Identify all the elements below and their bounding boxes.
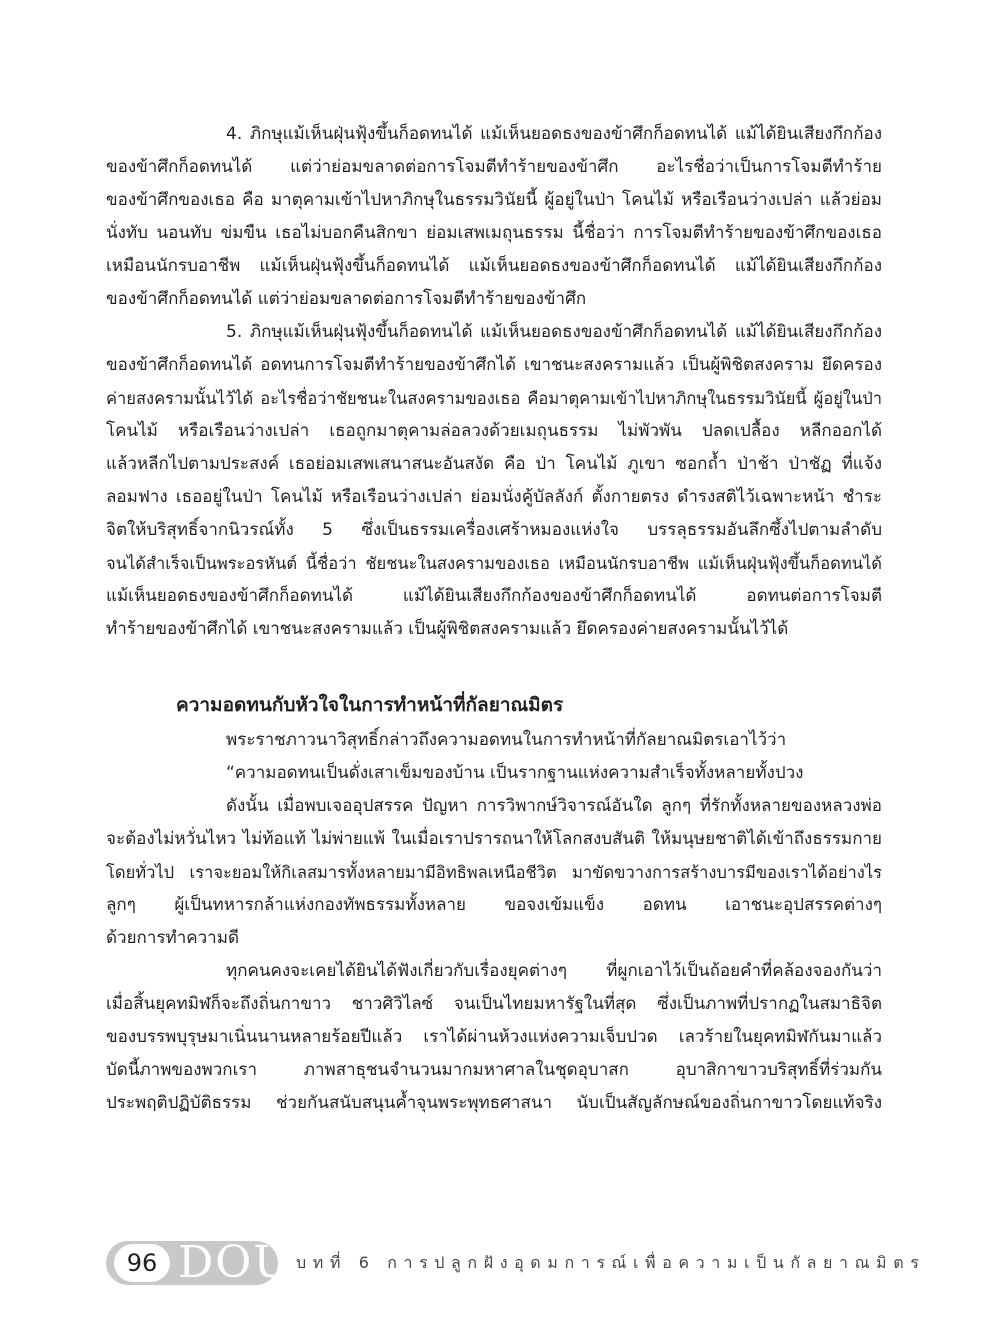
text-line: ของข้าศึกก็อดทนได้ แต่ว่าย่อมขลาดต่อการโจมตีทำร้ายของข้าศึก <box>106 289 587 309</box>
page-footer <box>106 1237 926 1289</box>
paragraph-intro <box>106 724 882 790</box>
text-line: จนได้สำเร็จเป็นพระอรหันต์ นี้ชื่อว่า ชัยชนะในสงครามของเธอ เหมือนนักรบอาชีพ แม้เห็นฝุ่นฟุ้งขึ้นก็อดทนได้ <box>106 554 882 573</box>
text-line: โดยทั่วไป เราจะยอมให้กิเลสมารทั้งหลายมามีอิทธิพลเหนือชีวิต มาขัดขวางการสร้างบารมีของเราได้อย่างไร <box>106 863 882 882</box>
text-line: ทำร้ายของข้าศึกได้ เขาชนะสงครามแล้ว เป็นผู้พิชิตสงครามแล้ว ยึดครองค่ายสงครามนั้นไว้ได้ <box>106 619 789 639</box>
text-line: เหมือนนักรบอาชีพ แม้เห็นฝุ่นฟุ้งขึ้นก็อดทนได้ แม้เห็นยอดธงของข้าศึกก็อดทนได้ แม้ได้ยินเสียงกึกก้อง <box>106 256 882 276</box>
text-line: เมื่อสิ้นยุคทมิฬก็จะถึงถิ่นกาขาว ชาวศิวิไลซ์ จนเป็นไทยมหารัฐในที่สุด ซึ่งเป็นภาพที่ปรากฏในสมาธิจิต <box>106 994 882 1014</box>
text-line: ของข้าศึกของเธอ คือ มาตุคามเข้าไปหาภิกษุในธรรมวินัยนี้ ผู้อยู่ในป่า โคนไม้ หรือเรือนว่างเปล่า แล้วย่อม <box>106 190 882 210</box>
page-number: 96 <box>114 1244 170 1282</box>
brand-logo-text: DOU <box>178 1237 293 1288</box>
text-line: ทุกคนคงจะเคยได้ยินได้ฟังเกี่ยวกับเรื่องยุคต่างๆ ที่ผูกเอาไว้เป็นถ้อยคำที่คล้องจองกันว่า <box>226 961 882 981</box>
text-line: โคนไม้ หรือเรือนว่างเปล่า เธอถูกมาตุคามล่อลวงด้วยเมถุนธรรม ไม่พัวพัน ปลดเปลื้อง หลีกออกได้ <box>106 421 882 441</box>
text-line: นั่งทับ นอนทับ ข่มขืน เธอไม่บอกคืนสิกขา ย่อมเสพเมถุนธรรม นี้ชื่อว่า การโจมตีทำร้ายของข้าศึกของเธอ <box>106 223 882 243</box>
text-line: พระราชภาวนาวิสุทธิ์กล่าวถึงความอดทนในการทำหน้าที่กัลยาณมิตรเอาไว้ว่า <box>226 730 787 750</box>
text-line: บัดนี้ภาพของพวกเรา ภาพสาธุชนจำนวนมากมหาศาลในชุดอุบาสก อุบาสิกาขาวบริสุทธิ์ที่ร่วมกัน <box>106 1060 882 1080</box>
text-line: ประพฤติปฏิบัติธรรม ช่วยกันสนับสนุนค้ำจุนพระพุทธศาสนา นับเป็นสัญลักษณ์ของถิ่นกาขาวโดยแท้จริง <box>106 1093 882 1113</box>
text-line: ของข้าศึกก็อดทนได้ อดทนการโจมตีทำร้ายของข้าศึกได้ เขาชนะสงครามแล้ว เป็นผู้พิชิตสงคราม ยึดครอง <box>106 355 882 375</box>
paragraph-4 <box>106 118 882 316</box>
text-line: ดังนั้น เมื่อพบเจออุปสรรค ปัญหา การวิพากษ์วิจารณ์อันใด ลูกๆ ที่รักทั้งหลายของหลวงพ่อ <box>226 796 882 816</box>
quote-line: “ความอดทนเป็นดั่งเสาเข็มของบ้าน เป็นรากฐานแห่งความสำเร็จทั้งหลายทั้งปวง <box>226 763 804 783</box>
text-line: 4. ภิกษุแม้เห็นฝุ่นฟุ้งขึ้นก็อดทนได้ แม้เห็นยอดธงของข้าศึกก็อดทนได้ แม้ได้ยินเสียงกึกก้อง <box>226 124 882 144</box>
section-heading: ความอดทนกับหัวใจในการทำหน้าที่กัลยาณมิตร <box>176 694 564 716</box>
text-line: ลูกๆ ผู้เป็นทหารกล้าแห่งกองทัพธรรมทั้งหลาย ขอจงเข้มแข็ง อดทน เอาชนะอุปสรรคต่างๆ <box>106 895 882 915</box>
text-line: จะต้องไม่หวั่นไหว ไม่ท้อแท้ ไม่พ่ายแพ้ ในเมื่อเราปรารถนาให้โลกสงบสันติ ให้มนุษยชาติได้เข้าถึงธรรมกาย <box>106 829 882 849</box>
text-line: แล้วหลีกไปตามประสงค์ เธอย่อมเสพเสนาสนะอันสงัด คือ ป่า โคนไม้ ภูเขา ซอกถ้ำ ป่าช้า ป่าชัฏ ที่แจ้ง <box>106 454 882 474</box>
text-line: ของข้าศึกก็อดทนได้ แต่ว่าย่อมขลาดต่อการโจมตีทำร้ายของข้าศึก อะไรชื่อว่าเป็นการโจมตีทำร้าย <box>106 157 882 177</box>
page-body <box>106 118 882 1120</box>
text-line: ลอมฟาง เธออยู่ในป่า โคนไม้ หรือเรือนว่างเปล่า ย่อมนั่งคู้บัลลังก์ ตั้งกายตรง ดำรงสติไว้เฉพาะหน้า ชำระ <box>106 487 882 507</box>
chapter-title: บทที่ 6 การปลูกฝังอุดมการณ์เพื่อความเป็นกัลยาณมิตร <box>296 1253 926 1272</box>
paragraph-5 <box>106 316 882 646</box>
text-line: ค่ายสงครามนั้นไว้ได้ อะไรชื่อว่าชัยชนะในสงครามของเธอ คือมาตุคามเข้าไปหาภิกษุในธรรมวินัยนี้ ผู้อยู่ในป่า <box>106 389 882 408</box>
text-line: จิตให้บริสุทธิ์จากนิวรณ์ทั้ง 5 ซึ่งเป็นธรรมเครื่องเศร้าหมองแห่งใจ บรรลุธรรมอันลึกซึ้งไปตามลำดับ <box>106 520 882 540</box>
paragraph-everyone <box>106 955 882 1120</box>
text-line: ด้วยการทำความดี <box>106 928 239 948</box>
text-line: แม้เห็นยอดธงของข้าศึกก็อดทนได้ แม้ได้ยินเสียงกึกก้องของข้าศึกก็อดทนได้ อดทนต่อการโจมตี <box>106 586 882 606</box>
text-line: ของบรรพบุรุษมาเนิ่นนานหลายร้อยปีแล้ว เราได้ผ่านห้วงแห่งความเจ็บปวด เลวร้ายในยุคทมิฬกันมาแล้ว <box>106 1027 882 1047</box>
paragraph-therefore <box>106 790 882 955</box>
text-line: 5. ภิกษุแม้เห็นฝุ่นฟุ้งขึ้นก็อดทนได้ แม้เห็นยอดธงของข้าศึกก็อดทนได้ แม้ได้ยินเสียงกึกก้อง <box>226 322 882 342</box>
